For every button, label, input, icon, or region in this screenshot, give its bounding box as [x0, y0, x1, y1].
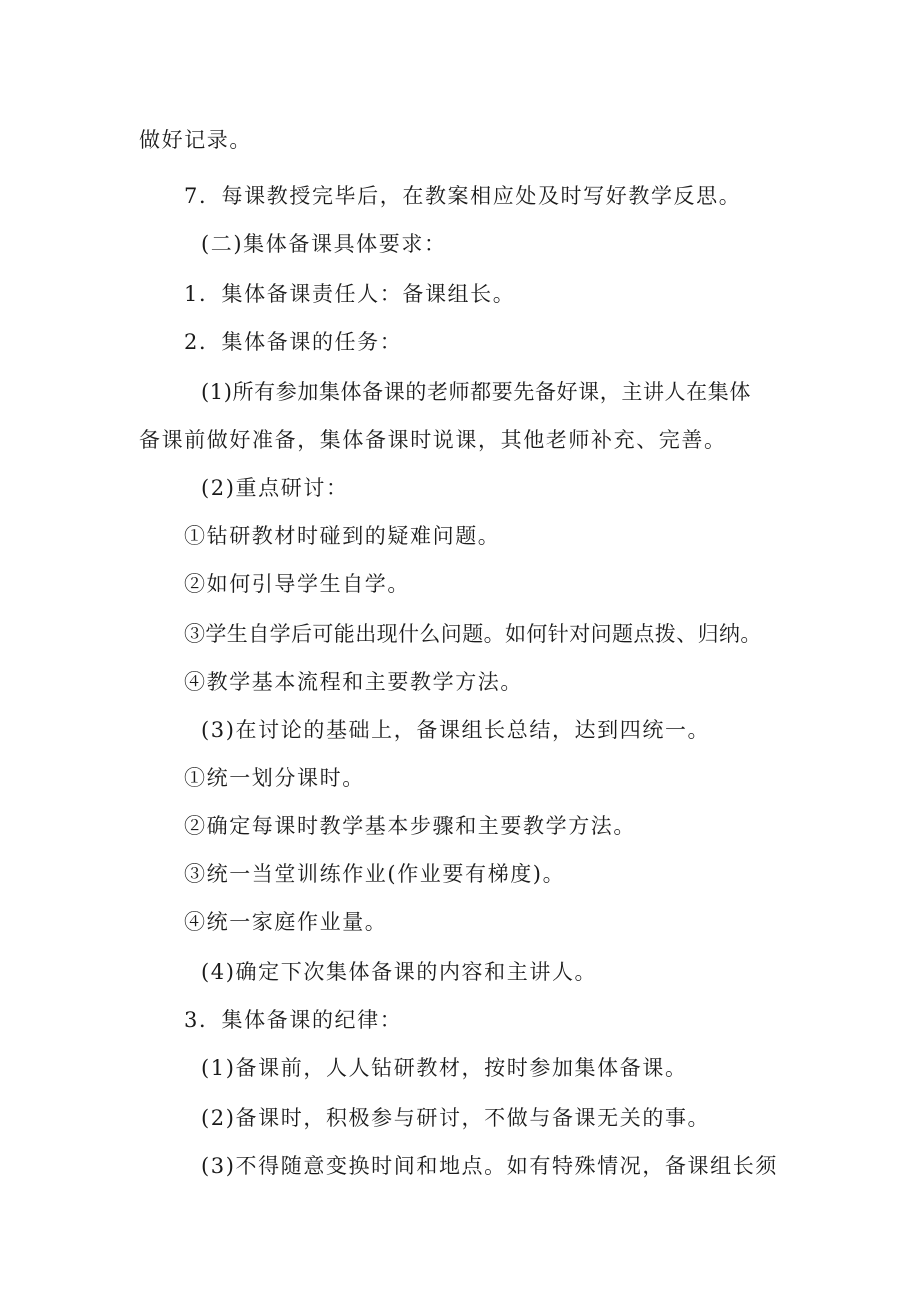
list-item: ①统一划分课时。 — [184, 766, 365, 790]
paragraph-line: (4)确定下次集体备课的内容和主讲人。 — [201, 960, 598, 984]
list-item: ②如何引导学生自学。 — [184, 572, 410, 596]
list-item: ③学生自学后可能出现什么问题。如何针对问题点拨、归纳。 — [184, 622, 762, 646]
list-item: ②确定每课时教学基本步骤和主要教学方法。 — [184, 814, 636, 838]
section-heading: (二)集体备课具体要求： — [201, 232, 447, 256]
paragraph-line: (2)备课时，积极参与研讨，不做与备课无关的事。 — [201, 1106, 711, 1130]
paragraph-line: 7．每课教授完毕后，在教案相应处及时写好教学反思。 — [184, 184, 742, 208]
list-item: ④教学基本流程和主要教学方法。 — [184, 670, 523, 694]
list-item: ④统一家庭作业量。 — [184, 910, 388, 934]
paragraph-line: 1．集体备课责任人：备课组长。 — [184, 282, 516, 306]
paragraph-line: (3)在讨论的基础上，备课组长总结，达到四统一。 — [201, 718, 711, 742]
paragraph-line: (1)备课前，人人钻研教材，按时参加集体备课。 — [201, 1056, 688, 1080]
paragraph-line: 做好记录。 — [139, 128, 252, 152]
list-item: ①钻研教材时碰到的疑难问题。 — [184, 524, 501, 548]
paragraph-line: 备课前做好准备，集体备课时说课，其他老师补充、完善。 — [139, 428, 727, 452]
paragraph-line: 2．集体备课的任务： — [184, 330, 403, 354]
list-item: ③统一当堂训练作业(作业要有梯度)。 — [184, 862, 566, 886]
paragraph-line: (1)所有参加集体备课的老师都要先备好课，主讲人在集体 — [201, 380, 751, 404]
paragraph-line: (3)不得随意变换时间和地点。如有特殊情况，备课组长须 — [201, 1154, 778, 1178]
paragraph-line: (2)重点研讨： — [201, 476, 349, 500]
paragraph-line: 3．集体备课的纪律： — [184, 1008, 403, 1032]
